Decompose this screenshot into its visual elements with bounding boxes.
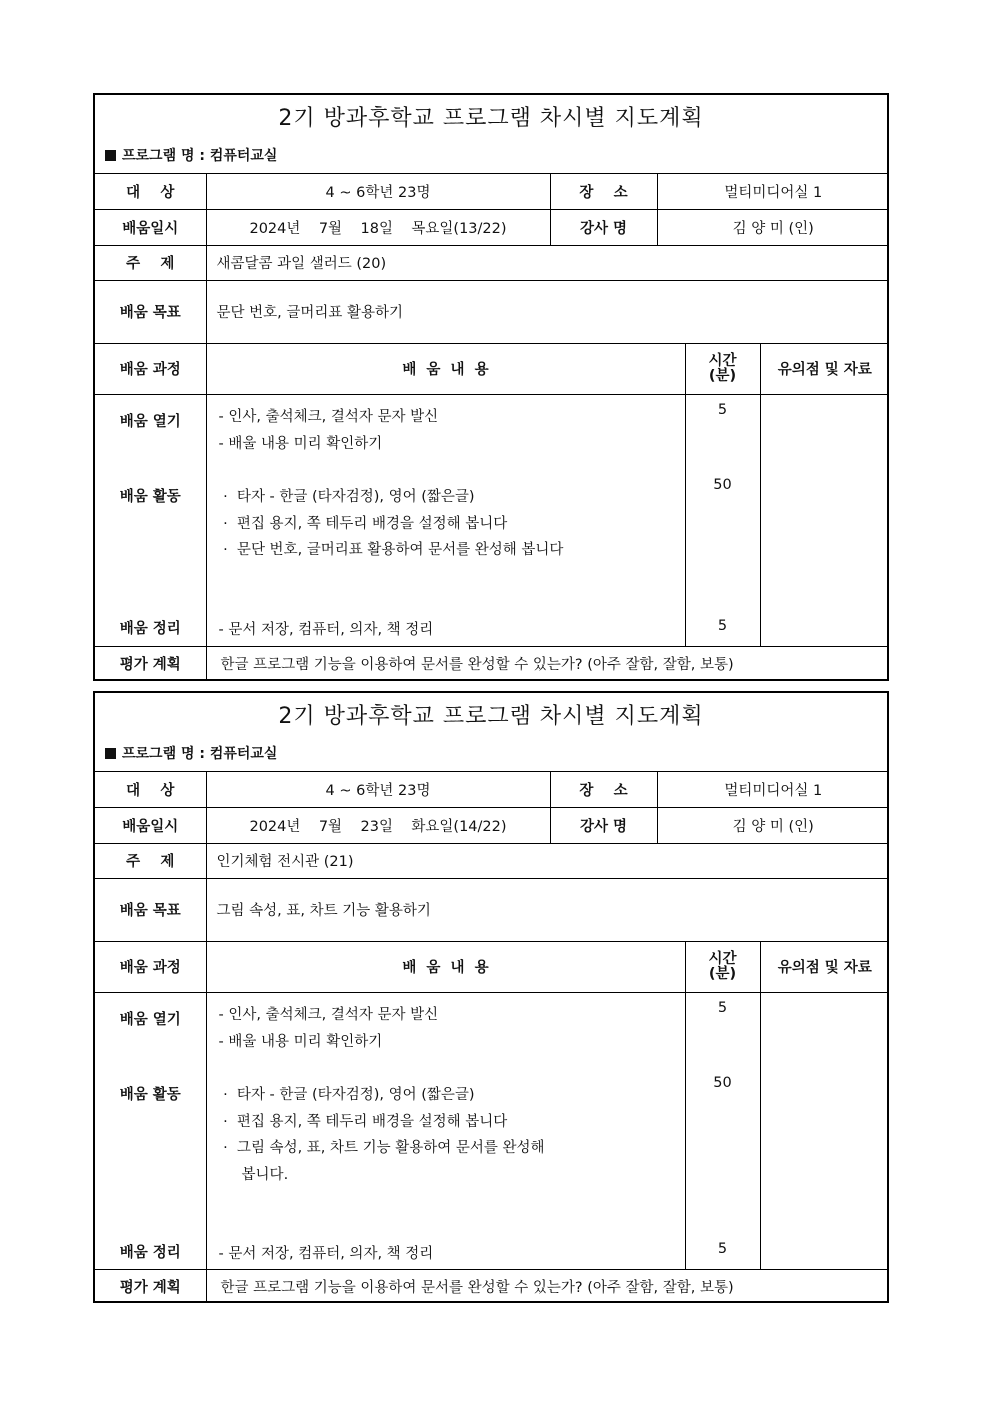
process-header-row — [95, 343, 889, 394]
process-body-row — [95, 992, 889, 1269]
content-label: 배 움 내 용 — [206, 343, 685, 394]
square-bullet-icon — [105, 748, 116, 759]
place-label: 장 소 — [550, 174, 657, 209]
goal-value: 그림 속성, 표, 차트 기능 활용하기 — [206, 878, 889, 941]
content-line: · 편집 용지, 쪽 테두리 배경을 설정해 봅니다 — [218, 515, 508, 532]
content-line: - 배울 내용 미리 확인하기 — [218, 1033, 383, 1050]
date-label: 배움일시 — [95, 807, 206, 843]
target-row — [95, 772, 889, 807]
program-name-text: 프로그램 명 : 컴퓨터교실 — [122, 148, 278, 164]
topic-row — [95, 245, 889, 280]
eval-label: 평가 계획 — [95, 1269, 206, 1303]
teacher-value: 김 양 미 (인) — [657, 807, 889, 843]
time-label-text: 시간 (분) — [708, 352, 737, 384]
goal-label: 배움 목표 — [95, 878, 206, 941]
stage-open: 배움 열기 — [119, 413, 181, 430]
content-line: · 타자 - 한글 (타자검정), 영어 (짧은글) — [218, 1086, 475, 1103]
plan-table — [95, 772, 889, 1303]
content-line: · 문단 번호, 글머리표 활용하여 문서를 완성해 봅니다 — [218, 541, 564, 558]
target-value: 4 ~ 6학년 23명 — [206, 772, 550, 807]
time-close: 5 — [717, 1240, 728, 1257]
content-line: - 문서 저장, 컴퓨터, 의자, 책 정리 — [218, 621, 434, 638]
process-header-row — [95, 941, 889, 992]
place-label: 장 소 — [550, 772, 657, 807]
content-label: 배 움 내 용 — [206, 941, 685, 992]
content-line: · 그림 속성, 표, 차트 기능 활용하여 문서를 완성해 — [218, 1139, 545, 1156]
date-label: 배움일시 — [95, 209, 206, 245]
time-label — [685, 941, 760, 992]
topic-row — [95, 843, 889, 878]
place-value: 멀티미디어실 1 — [657, 174, 889, 209]
teacher-value: 김 양 미 (인) — [657, 209, 889, 245]
content-cell — [206, 992, 685, 1269]
stage-activity: 배움 활동 — [119, 488, 181, 505]
notes-label: 유의점 및 자료 — [760, 941, 889, 992]
eval-row — [95, 646, 889, 680]
time-open: 5 — [717, 999, 728, 1016]
lesson-plan-2 — [93, 691, 889, 1303]
process-label: 배움 과정 — [95, 941, 206, 992]
time-label-text: 시간 (분) — [708, 950, 737, 982]
date-value: 2024년 7월 18일 목요일(13/22) — [206, 209, 550, 245]
time-cell — [685, 394, 760, 646]
stage-activity: 배움 활동 — [119, 1086, 181, 1103]
plan-header — [95, 693, 887, 772]
eval-row — [95, 1269, 889, 1303]
goal-row — [95, 878, 889, 941]
plan-title: 2기 방과후학교 프로그램 차시별 지도계획 — [278, 106, 704, 131]
stage-cell — [95, 394, 206, 646]
lesson-plan-1 — [93, 93, 889, 681]
goal-value: 문단 번호, 글머리표 활용하기 — [206, 280, 889, 343]
eval-value: 한글 프로그램 기능을 이용하여 문서를 완성할 수 있는가? (아주 잘함, 잘함, 보통) — [206, 1269, 889, 1303]
time-activity: 50 — [713, 476, 732, 493]
topic-value: 인기체험 전시관 (21) — [206, 843, 889, 878]
content-line: · 편집 용지, 쪽 테두리 배경을 설정해 봅니다 — [218, 1113, 508, 1130]
content-line: - 배울 내용 미리 확인하기 — [218, 435, 383, 452]
content-line: - 인사, 출석체크, 결석자 문자 발신 — [218, 408, 439, 425]
time-label — [685, 343, 760, 394]
square-bullet-icon — [105, 150, 116, 161]
plan-title: 2기 방과후학교 프로그램 차시별 지도계획 — [278, 704, 704, 729]
content-line: 봅니다. — [218, 1166, 289, 1183]
target-label: 대 상 — [95, 174, 206, 209]
time-activity: 50 — [713, 1074, 732, 1091]
topic-label: 주 제 — [95, 245, 206, 280]
date-row — [95, 807, 889, 843]
target-value: 4 ~ 6학년 23명 — [206, 174, 550, 209]
place-value: 멀티미디어실 1 — [657, 772, 889, 807]
goal-label: 배움 목표 — [95, 280, 206, 343]
content-line: - 문서 저장, 컴퓨터, 의자, 책 정리 — [218, 1245, 434, 1262]
content-cell — [206, 394, 685, 646]
plan-header — [95, 95, 887, 174]
time-open: 5 — [717, 401, 728, 418]
time-cell — [685, 992, 760, 1269]
process-body-row — [95, 394, 889, 646]
eval-value: 한글 프로그램 기능을 이용하여 문서를 완성할 수 있는가? (아주 잘함, 잘함, 보통) — [206, 646, 889, 680]
stage-close: 배움 정리 — [119, 620, 181, 637]
target-row — [95, 174, 889, 209]
process-label: 배움 과정 — [95, 343, 206, 394]
program-name-text: 프로그램 명 : 컴퓨터교실 — [122, 746, 278, 762]
stage-close: 배움 정리 — [119, 1244, 181, 1261]
target-label: 대 상 — [95, 772, 206, 807]
plan-table — [95, 174, 889, 680]
teacher-label: 강사 명 — [550, 209, 657, 245]
notes-label: 유의점 및 자료 — [760, 343, 889, 394]
content-line: · 타자 - 한글 (타자검정), 영어 (짧은글) — [218, 488, 475, 505]
notes-cell — [760, 992, 889, 1269]
program-name — [105, 743, 277, 763]
goal-row — [95, 280, 889, 343]
time-close: 5 — [717, 617, 728, 634]
stage-cell — [95, 992, 206, 1269]
content-line: - 인사, 출석체크, 결석자 문자 발신 — [218, 1006, 439, 1023]
topic-value: 새콤달콤 과일 샐러드 (20) — [206, 245, 889, 280]
notes-cell — [760, 394, 889, 646]
date-row — [95, 209, 889, 245]
program-name — [105, 145, 277, 165]
date-value: 2024년 7월 23일 화요일(14/22) — [206, 807, 550, 843]
stage-open: 배움 열기 — [119, 1011, 181, 1028]
teacher-label: 강사 명 — [550, 807, 657, 843]
eval-label: 평가 계획 — [95, 646, 206, 680]
topic-label: 주 제 — [95, 843, 206, 878]
